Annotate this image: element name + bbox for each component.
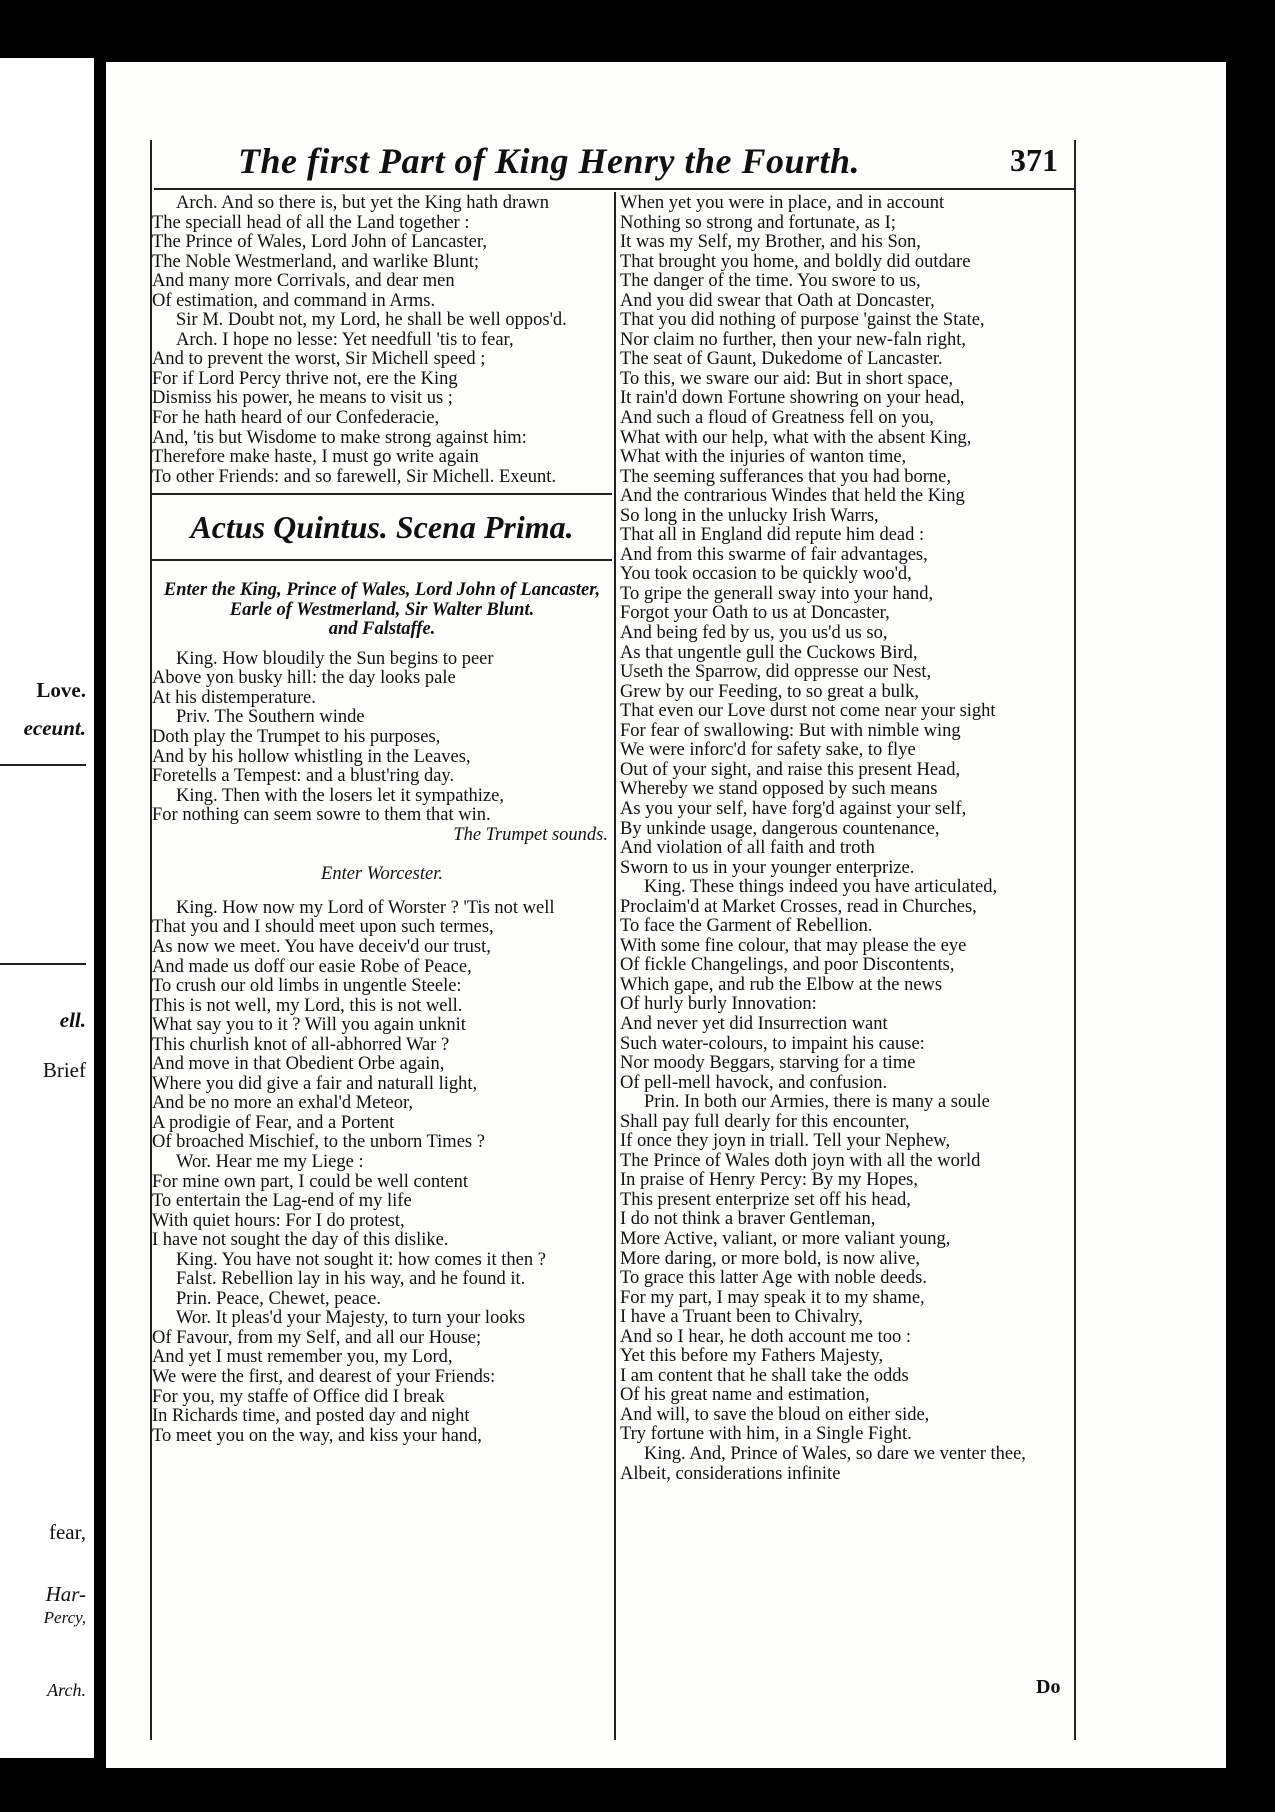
- verse-line: And violation of all faith and troth: [620, 838, 875, 859]
- verse-line: Priv. The Southern winde: [176, 707, 365, 728]
- verse-line: Of Favour, from my Self, and all our House;: [152, 1327, 482, 1348]
- verse-line: Nor claim no further, then your new-faln right,: [620, 329, 967, 350]
- verse-line: Shall pay full dearly for this encounter,: [620, 1111, 910, 1132]
- verse-line: It was my Self, my Brother, and his Son,: [620, 232, 921, 253]
- verse-line: King. You have not sought it: how comes it then ?: [176, 1249, 546, 1270]
- margin-fragment: Brief: [42, 1058, 86, 1082]
- verse-line: For if Lord Percy thrive not, ere the King: [152, 368, 458, 389]
- verse-line: Such water-colours, to impaint his cause:: [620, 1033, 925, 1054]
- section-rule: [152, 493, 612, 495]
- verse-line: This is not well, my Lord, this is not well.: [152, 995, 463, 1016]
- verse-line: King. These things indeed you have articulated,: [644, 877, 998, 898]
- verse-line: I have a Truant been to Chivalry,: [620, 1307, 863, 1328]
- verse-line: We were the first, and dearest of your Friends:: [152, 1366, 496, 1387]
- verse-line: And you did swear that Oath at Doncaster,: [620, 290, 935, 311]
- verse-line: When yet you were in place, and in account: [620, 193, 945, 213]
- catchword: Do: [1036, 1676, 1061, 1698]
- verse-line: Wor. Hear me my Liege :: [176, 1151, 364, 1172]
- verse-line: Grew by our Feeding, to so great a bulk,: [620, 681, 920, 702]
- verse-line: Proclaim'd at Market Crosses, read in Churches,: [620, 896, 977, 917]
- verse-line: To face the Garment of Rebellion.: [620, 916, 873, 937]
- verse-line: The speciall head of all the Land together :: [152, 212, 470, 233]
- verse-line: For mine own part, I could be well content: [152, 1171, 468, 1192]
- page-number: 371: [1010, 142, 1058, 178]
- verse-line: Nothing so strong and fortunate, as I;: [620, 212, 896, 233]
- verse-line: We were inforc'd for safety sake, to flye: [620, 740, 916, 761]
- verse-line: And move in that Obedient Orbe again,: [152, 1054, 445, 1075]
- verse-line: The Prince of Wales doth joyn with all the world: [620, 1150, 981, 1171]
- margin-fragment: Love.: [36, 678, 86, 702]
- verse-line: And many more Corrivals, and dear men: [152, 271, 455, 292]
- verse-line: What with the injuries of wanton time,: [620, 447, 907, 468]
- act-scene-heading: Actus Quintus. Scena Prima.: [190, 509, 574, 546]
- verse-line: In praise of Henry Percy: By my Hopes,: [620, 1170, 918, 1191]
- verse-line: To gripe the generall sway into your hand,: [620, 583, 934, 604]
- verse-line: Nor moody Beggars, starving for a time: [620, 1053, 916, 1074]
- verse-line: Of hurly burly Innovation:: [620, 994, 817, 1015]
- verse-line: And be no more an exhal'd Meteor,: [152, 1093, 413, 1114]
- verse-line: For you, my staffe of Office did I break: [152, 1386, 445, 1407]
- verse-line: And from this swarme of fair advantages,: [620, 544, 928, 565]
- stage-entry: Enter the King, Prince of Wales, Lord John of Lancaster,: [163, 580, 601, 601]
- verse-line: In Richards time, and posted day and night: [152, 1406, 470, 1427]
- margin-fragment: eceunt.: [23, 716, 86, 740]
- verse-line: King. Then with the losers let it sympathize,: [176, 785, 504, 806]
- verse-line: To this, we sware our aid: But in short space,: [620, 368, 954, 389]
- right-column: [620, 194, 1074, 1484]
- verse-line: As you your self, have forg'd against your self,: [620, 798, 967, 819]
- verse-line: And the contrarious Windes that held the King: [620, 486, 965, 507]
- verse-line: To entertain the Lag-end of my life: [152, 1191, 412, 1212]
- verse-line: For he hath heard of our Confederacie,: [152, 408, 440, 429]
- margin-rule: [0, 764, 86, 766]
- verse-line: Where you did give a fair and naturall light,: [152, 1073, 478, 1094]
- stage-entry: and Falstaffe.: [328, 619, 436, 640]
- verse-line: Of estimation, and command in Arms.: [152, 290, 436, 311]
- verse-line: The Prince of Wales, Lord John of Lancaster,: [152, 232, 487, 253]
- verse-line: A prodigie of Fear, and a Portent: [152, 1112, 395, 1133]
- margin-rule: [0, 963, 86, 965]
- verse-line: Falst. Rebellion lay in his way, and he found it.: [176, 1269, 526, 1290]
- book-page: [106, 62, 1226, 1768]
- verse-line: King. And, Prince of Wales, so dare we venter thee,: [644, 1444, 1026, 1464]
- verse-line: For fear of swallowing: But with nimble wing: [620, 720, 961, 741]
- verse-line: Of his great name and estimation,: [620, 1385, 870, 1406]
- frame-rule-right: [1074, 140, 1076, 1740]
- margin-fragment: fear,: [48, 1520, 86, 1544]
- verse-line: To crush our old limbs in ungentle Steele:: [152, 976, 462, 997]
- verse-line: And so I hear, he doth account me too :: [620, 1326, 912, 1347]
- margin-fragment: Percy,: [43, 1608, 86, 1627]
- verse-line: And never yet did Insurrection want: [620, 1013, 888, 1034]
- verse-line: The Noble Westmerland, and warlike Blunt;: [152, 251, 479, 272]
- verse-line: I do not think a braver Gentleman,: [620, 1209, 876, 1230]
- facing-page-edge: [0, 58, 94, 1758]
- verse-line: And to prevent the worst, Sir Michell speed ;: [152, 349, 486, 370]
- verse-line: Doth play the Trumpet to his purposes,: [152, 727, 441, 748]
- verse-line: Therefore make haste, I must go write again: [152, 447, 479, 468]
- verse-line: For my part, I may speak it to my shame,: [620, 1287, 925, 1308]
- verse-line: Above yon busky hill: the day looks pale: [152, 668, 456, 689]
- verse-line: King. How bloudily the Sun begins to peer: [176, 648, 494, 669]
- verse-line: Albeit, considerations infinite: [620, 1463, 841, 1484]
- verse-line: Of pell-mell havock, and confusion.: [620, 1072, 888, 1093]
- verse-line: I am content that he shall take the odds: [620, 1365, 909, 1386]
- verse-line: That you and I should meet upon such termes,: [152, 917, 494, 938]
- verse-line: To other Friends: and so farewell, Sir Michell. Exeunt.: [152, 466, 557, 487]
- verse-line: The seat of Gaunt, Dukedome of Lancaster.: [620, 349, 943, 370]
- verse-line: That brought you home, and boldly did outdare: [620, 251, 971, 272]
- verse-line: Sir M. Doubt not, my Lord, he shall be well oppos'd.: [176, 310, 567, 331]
- verse-line: Yet this before my Fathers Majesty,: [620, 1346, 884, 1367]
- verse-line: Of fickle Changelings, and poor Discontents,: [620, 955, 955, 976]
- column-divider: [614, 192, 616, 1740]
- verse-line: And will, to save the bloud on either side,: [620, 1404, 930, 1425]
- page-title: The first Part of King Henry the Fourth.: [237, 141, 861, 181]
- verse-line: That all in England did repute him dead :: [620, 525, 925, 546]
- margin-fragment: ell.: [59, 1008, 86, 1032]
- verse-line: Prin. Peace, Chewet, peace.: [176, 1288, 381, 1309]
- verse-line: Forgot your Oath to us at Doncaster,: [620, 603, 890, 624]
- verse-line: And being fed by us, you us'd us so,: [620, 623, 888, 644]
- verse-line: By unkinde usage, dangerous countenance,: [620, 818, 940, 839]
- verse-line: Try fortune with him, in a Single Fight.: [620, 1424, 912, 1445]
- verse-line: And by his hollow whistling in the Leaves,: [152, 746, 471, 767]
- verse-line: More Active, valiant, or more valiant young,: [620, 1228, 951, 1249]
- verse-line: At his distemperature.: [152, 687, 316, 708]
- stage-direction: The Trumpet sounds.: [453, 824, 608, 845]
- verse-line: Whereby we stand opposed by such means: [620, 779, 938, 800]
- verse-line: And yet I must remember you, my Lord,: [152, 1347, 453, 1368]
- verse-line: I have not sought the day of this dislike.: [152, 1230, 449, 1251]
- verse-line: Wor. It pleas'd your Majesty, to turn your looks: [176, 1308, 526, 1329]
- verse-line: So long in the unlucky Irish Warrs,: [620, 505, 879, 526]
- verse-line: Out of your sight, and raise this present Head,: [620, 759, 961, 780]
- verse-line: Dismiss his power, he means to visit us ;: [152, 388, 453, 409]
- verse-line: With some fine colour, that may please the eye: [620, 935, 967, 956]
- verse-line: To meet you on the way, and kiss your hand,: [152, 1425, 482, 1446]
- verse-line: King. How now my Lord of Worster ? 'Tis not well: [176, 897, 555, 918]
- stage-entry: Earle of Westmerland, Sir Walter Blunt.: [229, 599, 535, 620]
- verse-line: Arch. And so there is, but yet the King hath drawn: [176, 193, 550, 213]
- verse-line: That you did nothing of purpose 'gainst the State,: [620, 310, 985, 331]
- verse-line: To grace this latter Age with noble deeds.: [620, 1268, 927, 1289]
- section-rule: [152, 559, 612, 561]
- verse-line: That even our Love durst not come near your sight: [620, 701, 996, 722]
- verse-line: You took occasion to be quickly woo'd,: [620, 564, 912, 585]
- verse-line: Sworn to us in your younger enterprize.: [620, 857, 915, 878]
- verse-line: Useth the Sparrow, did oppresse our Nest,: [620, 662, 932, 683]
- verse-line: What say you to it ? Will you again unknit: [152, 1015, 466, 1036]
- verse-line: And such a floud of Greatness fell on you,: [620, 408, 934, 429]
- stage-entry: Enter Worcester.: [321, 864, 443, 885]
- verse-line: As now we meet. You have deceiv'd our trust,: [152, 936, 491, 957]
- verse-line: For nothing can seem sowre to them that win.: [152, 805, 491, 826]
- verse-line: And made us doff our easie Robe of Peace,: [152, 956, 472, 977]
- verse-line: This churlish knot of all-abhorred War ?: [152, 1034, 450, 1055]
- verse-line: And, 'tis but Wisdome to make strong against him:: [152, 427, 527, 448]
- verse-line: As that ungentle gull the Cuckows Bird,: [620, 642, 918, 663]
- verse-line: With quiet hours: For I do protest,: [152, 1210, 405, 1231]
- margin-fragment: Har-: [45, 1582, 86, 1606]
- verse-line: Foretells a Tempest: and a blust'ring day.: [152, 766, 455, 787]
- verse-line: The seeming sufferances that you had borne,: [620, 466, 952, 487]
- verse-line: Of broached Mischief, to the unborn Times ?: [152, 1132, 485, 1153]
- verse-line: Arch. I hope no lesse: Yet needfull 'tis to fear,: [176, 329, 514, 350]
- verse-line: The danger of the time. You swore to us,: [620, 271, 921, 292]
- running-header: [154, 140, 1074, 190]
- verse-line: Prin. In both our Armies, there is many a soule: [644, 1092, 990, 1113]
- margin-fragment: Arch.: [47, 1680, 86, 1700]
- verse-line: More daring, or more bold, is now alive,: [620, 1248, 921, 1269]
- verse-line: It rain'd down Fortune showring on your head,: [620, 388, 965, 409]
- verse-line: Which gape, and rub the Elbow at the news: [620, 974, 943, 995]
- verse-line: What with our help, what with the absent King,: [620, 427, 972, 448]
- verse-line: If once they joyn in triall. Tell your Nephew,: [620, 1131, 951, 1152]
- verse-line: This present enterprize set off his head,: [620, 1189, 911, 1210]
- left-column: [152, 194, 612, 1446]
